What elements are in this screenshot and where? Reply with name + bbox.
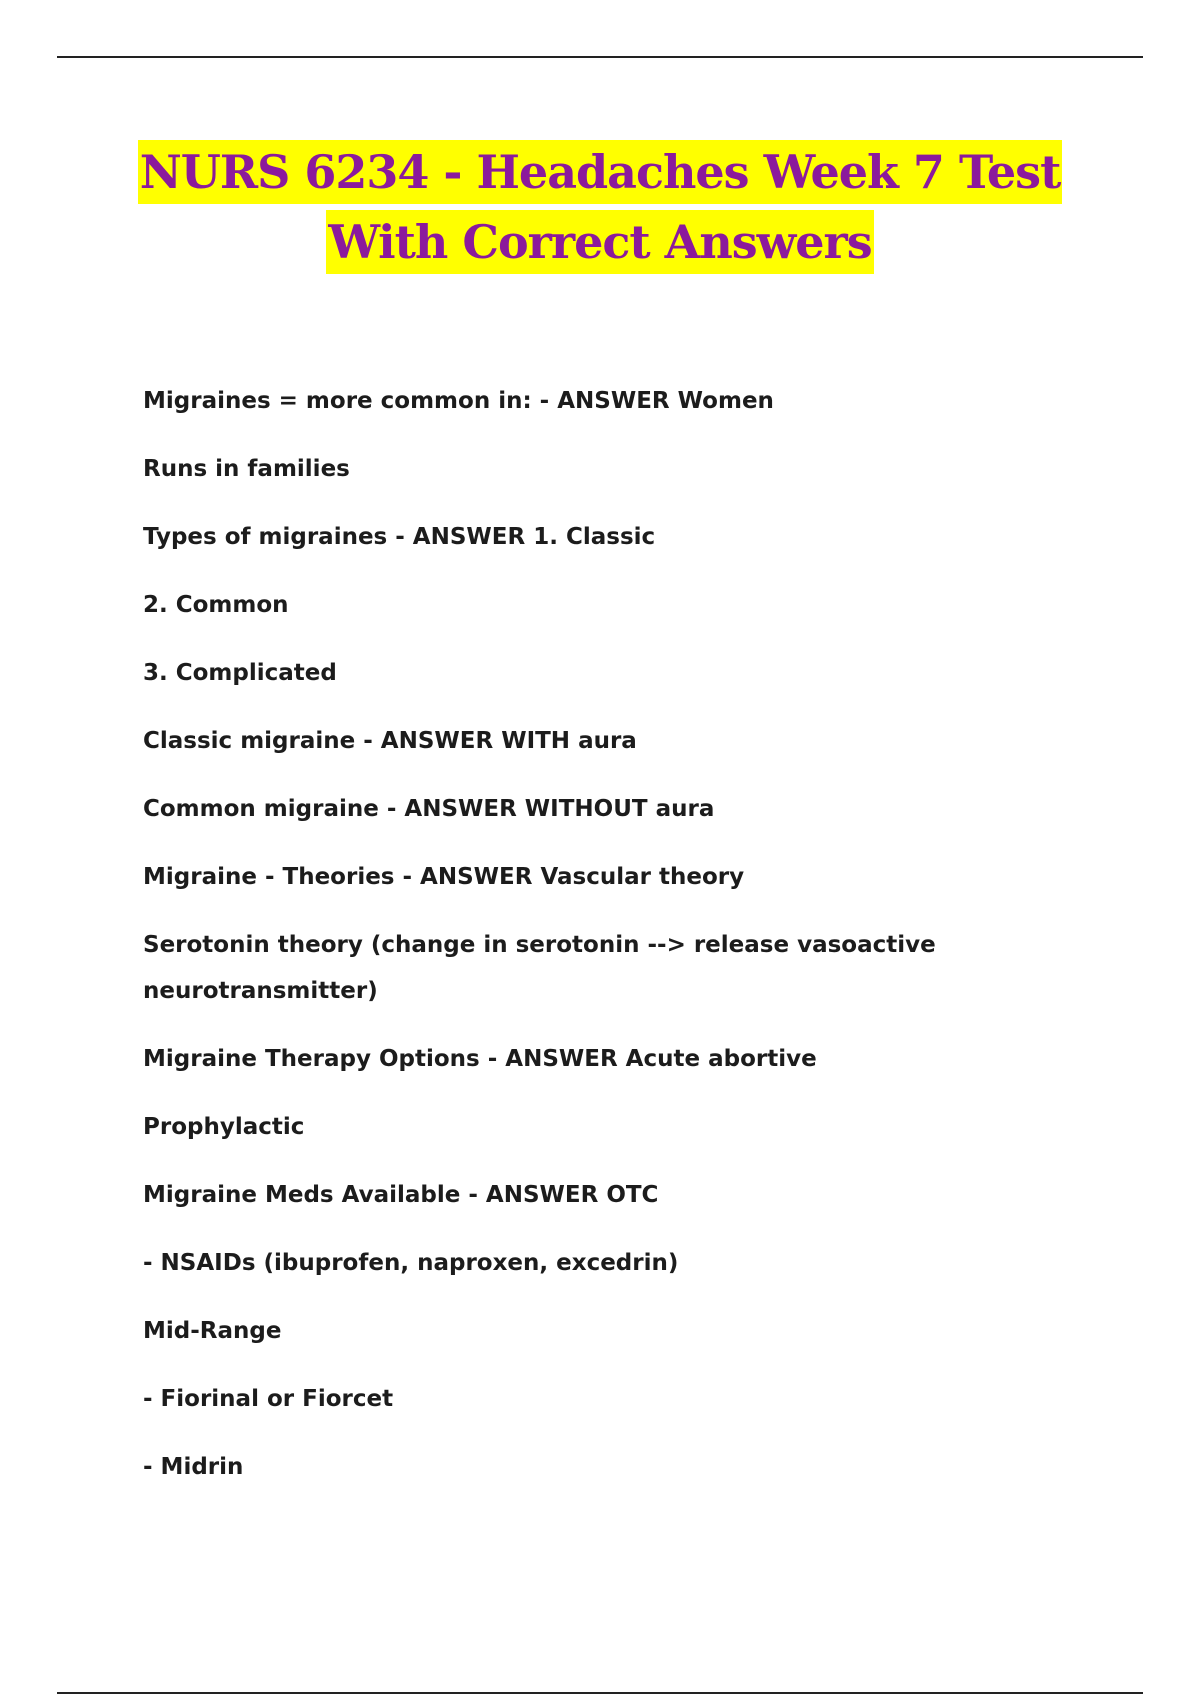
qa-line: Types of migraines - ANSWER 1. Classic	[143, 524, 656, 550]
document-body	[143, 378, 1103, 1512]
bottom-rule	[57, 1692, 1143, 1694]
qa-line: Serotonin theory (change in serotonin --> release vasoactive	[143, 932, 936, 958]
title-line-2: With Correct Answers	[326, 210, 873, 274]
qa-line: Common migraine - ANSWER WITHOUT aura	[143, 796, 715, 822]
qa-line: Runs in families	[143, 456, 350, 482]
title-line-1: NURS 6234 - Headaches Week 7 Test	[138, 140, 1063, 204]
qa-line: - Midrin	[143, 1454, 244, 1480]
qa-line: Prophylactic	[143, 1114, 305, 1140]
qa-line-continued: neurotransmitter)	[143, 978, 378, 1004]
qa-line: Classic migraine - ANSWER WITH aura	[143, 728, 637, 754]
qa-line: 2. Common	[143, 592, 289, 618]
qa-line: - Fiorinal or Fiorcet	[143, 1386, 394, 1412]
qa-paragraph	[143, 922, 1103, 1014]
document-title	[0, 140, 1200, 274]
qa-line: Migraine Meds Available - ANSWER OTC	[143, 1182, 659, 1208]
qa-line: 3. Complicated	[143, 660, 337, 686]
qa-line: Migraine - Theories - ANSWER Vascular theory	[143, 864, 745, 890]
qa-line: Migraine Therapy Options - ANSWER Acute abortive	[143, 1046, 817, 1072]
top-rule	[57, 56, 1143, 58]
qa-line: Migraines = more common in: - ANSWER Women	[143, 388, 774, 414]
qa-line: - NSAIDs (ibuprofen, naproxen, excedrin)	[143, 1250, 679, 1276]
qa-line: Mid-Range	[143, 1318, 282, 1344]
